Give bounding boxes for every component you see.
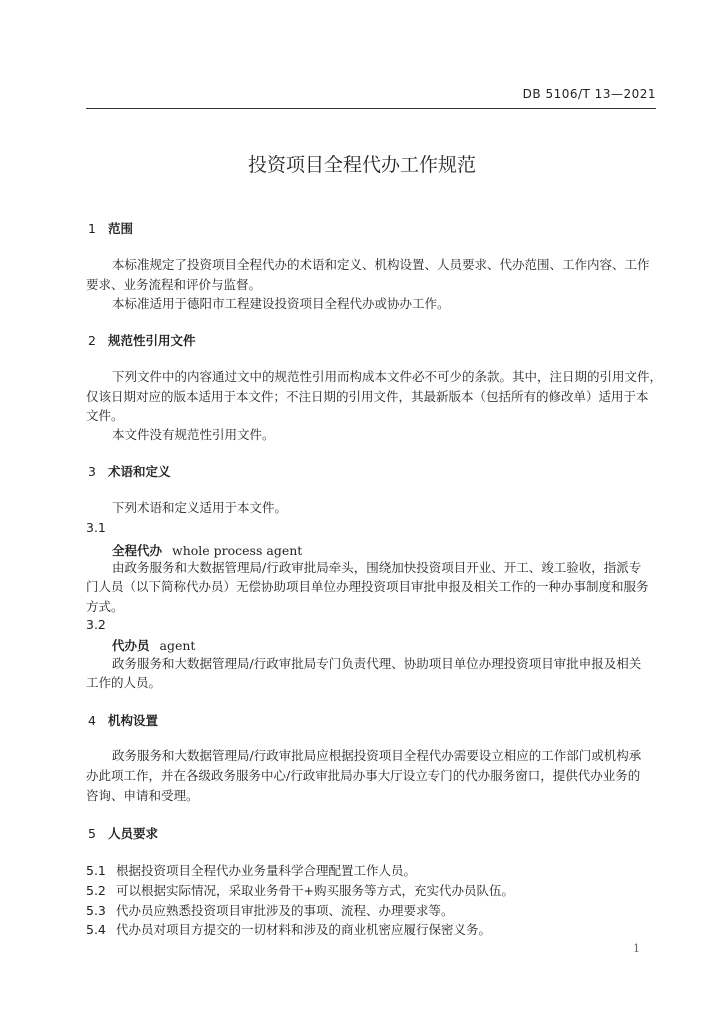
paragraph-line: 本标准规定了投资项目全程代办的术语和定义、机构设置、人员要求、代办范围、工作内容、工作 xyxy=(112,257,650,272)
term-entry xyxy=(112,636,195,654)
paragraph-line: 本文件没有规范性引用文件。 xyxy=(112,427,275,442)
paragraph-line: 下列文件中的内容通过文中的规范性引用而构成本文件必不可少的条款。其中，注日期的引用文件， xyxy=(112,369,663,384)
section-2-heading xyxy=(88,331,196,349)
section-title: 机构设置 xyxy=(108,713,159,728)
paragraph-line: 政务服务和大数据管理局/行政审批局应根据投资项目全程代办需要设立相应的工作部门或机构承 xyxy=(112,748,642,763)
item-text: 可以根据实际情况，采取业务骨干+购买服务等方式，充实代办员队伍。 xyxy=(116,883,514,898)
term-entry xyxy=(112,541,302,559)
document-title: 投资项目全程代办工作规范 xyxy=(247,154,476,176)
section-1-heading xyxy=(88,219,133,237)
list-item xyxy=(86,901,454,919)
paragraph-line: 要求、业务流程和评价与监督。 xyxy=(86,277,262,292)
paragraph-line: 咨询、申请和受理。 xyxy=(86,788,199,803)
paragraph-line: 由政务服务和大数据管理局/行政审批局牵头，围绕加快投资项目开业、开工、竣工验收，指派专 xyxy=(112,560,642,575)
section-title: 术语和定义 xyxy=(108,464,171,479)
section-title: 范围 xyxy=(108,221,134,236)
item-number: 5.4 xyxy=(86,922,106,937)
document-code: DB 5106/T 13—2021 xyxy=(522,87,656,101)
section-number: 3 xyxy=(88,464,96,479)
term-english: whole process agent xyxy=(172,543,303,558)
section-3-heading xyxy=(88,462,171,480)
list-item xyxy=(86,861,416,879)
term-english: agent xyxy=(159,638,196,653)
item-text: 代办员对项目方提交的一切材料和涉及的商业机密应履行保密义务。 xyxy=(116,922,492,937)
paragraph-line: 门人员（以下简称代办员）无偿协助项目单位办理投资项目审批申报及相关工作的一种办事制度和服务 xyxy=(86,579,649,594)
paragraph-line: 仅该日期对应的版本适用于本文件；不注日期的引用文件，其最新版本（包括所有的修改单）适用于本 xyxy=(86,389,649,404)
page-number: 1 xyxy=(633,942,640,955)
item-number: 5.1 xyxy=(86,863,106,878)
paragraph-line: 下列术语和定义适用于本文件。 xyxy=(112,500,288,515)
section-title: 人员要求 xyxy=(108,826,159,841)
section-number: 2 xyxy=(88,333,96,348)
section-4-heading xyxy=(88,711,158,729)
paragraph-line: 文件。 xyxy=(86,408,124,423)
paragraph-line: 方式。 xyxy=(86,599,124,614)
item-number: 5.3 xyxy=(86,903,106,918)
item-text: 根据投资项目全程代办业务量科学合理配置工作人员。 xyxy=(116,863,417,878)
paragraph-line: 政务服务和大数据管理局/行政审批局专门负责代理、协助项目单位办理投资项目审批申报及相关 xyxy=(112,656,642,671)
list-item xyxy=(86,920,491,938)
section-number: 4 xyxy=(88,713,96,728)
term-name: 代办员 xyxy=(112,638,150,653)
section-5-heading xyxy=(88,824,158,842)
paragraph-line: 工作的人员。 xyxy=(86,675,162,690)
item-number: 5.2 xyxy=(86,883,106,898)
paragraph-line: 办此项工作，并在各级政务服务中心/行政审批局办事大厅设立专门的代办服务窗口，提供代办业务的 xyxy=(86,768,641,783)
list-item xyxy=(86,881,514,899)
clause-number: 3.1 xyxy=(86,520,106,535)
paragraph-line: 本标准适用于德阳市工程建设投资项目全程代办或协办工作。 xyxy=(112,296,450,311)
term-name: 全程代办 xyxy=(112,543,163,558)
item-text: 代办员应熟悉投资项目审批涉及的事项、流程、办理要求等。 xyxy=(116,903,454,918)
section-number: 5 xyxy=(88,826,96,841)
section-number: 1 xyxy=(88,221,96,236)
header-rule xyxy=(86,108,656,109)
section-title: 规范性引用文件 xyxy=(108,333,196,348)
clause-number: 3.2 xyxy=(86,617,106,632)
